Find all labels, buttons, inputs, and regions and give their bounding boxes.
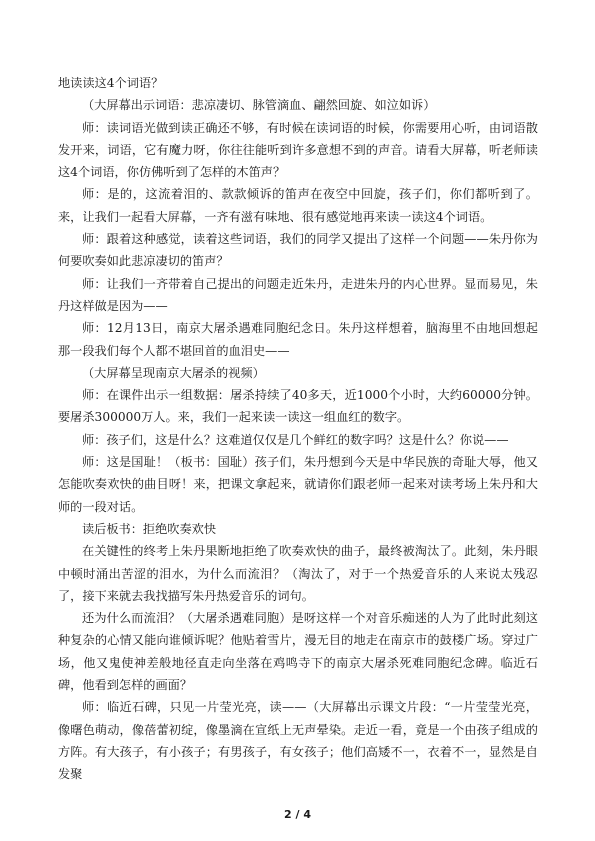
paragraph: 师：是的，这流着泪的、款款倾诉的笛声在夜空中回旋，孩子们，你们都听到了。来，让我们一起看大屏幕，一齐有滋有味地、很有感觉地再来读一读这4个词语。	[58, 187, 538, 224]
page-number: 2 / 4	[284, 808, 311, 821]
paragraph: 师：12月13日，南京大屠杀遇难同胞纪念日。朱丹这样想着，脑海里不由地回想起那一段我们每个人都不堪回首的血泪史——	[58, 321, 538, 358]
paragraph: 地读读这4个词语？	[58, 76, 164, 90]
paragraph: 师：让我们一齐带着自己提出的问题走近朱丹，走进朱丹的内心世界。显而易见，朱丹这样做是因为——	[58, 276, 538, 313]
paragraph: 师：孩子们，这是什么？这难道仅仅是几个鲜红的数字吗？这是什么？你说——	[82, 432, 509, 447]
paragraph: 师：临近石碑，只见一片莹光亮，读——（大屏幕出示课文片段：“一片莹莹光亮，像曙色萌动，像蓓蕾初绽，像墨滴在宣纸上无声晕染。走近一看，竟是一个由孩子组成的方阵。有大孩子，有小孩子；有男孩子，有女孩子；他们高矮不一，衣着不一，显然是自发聚	[58, 700, 538, 782]
paragraph: 在关键性的终考上朱丹果断地拒绝了吹奏欢快的曲子，最终被淘汰了。此刻，朱丹眼中顿时涌出苦涩的泪水，为什么而流泪？（淘汰了，对于一个热爱音乐的人来说太残忍了，接下来就去我找描写朱丹热爱音乐的词句。	[58, 544, 538, 603]
paragraph: 师：这是国耻！（板书：国耻）孩子们，朱丹想到今天是中华民族的奇耻大辱，他又怎能吹奏欢快的曲目呀！来，把课文拿起来，就请你们跟老师一起来对读考场上朱丹和大师的一段对话。	[58, 455, 538, 514]
paragraph: 师：在课件出示一组数据：屠杀持续了40多天，近1000个小时，大约60000分钟。要屠杀300000万人。来，我们一起来读一读这一组血红的数字。	[58, 388, 538, 425]
paragraph: 读后板书：拒绝吹奏欢快	[82, 521, 217, 536]
paragraph: 师：读词语光做到读正确还不够，有时候在读词语的时候，你需要用心听，由词语散发开来，词语，它有魔力呀，你往往能听到许多意想不到的声音。请看大屏幕，听老师读这4个词语，你仿佛听到了怎样的木笛声？	[58, 120, 538, 180]
document-body	[58, 72, 538, 786]
paragraph: 还为什么而流泪？（大屠杀遇难同胞）是呀这样一个对音乐痴迷的人为了此时此刻这种复杂的心情又能向谁倾诉呢？他贴着雪片，漫无目的地走在南京市的鼓楼广场。穿过广场，他又鬼使神差般地径直走向坐落在鸡鸣寺下的南京大屠杀死难同胞纪念碑。临近石碑，他看到怎样的画面？	[58, 611, 538, 693]
paragraph: 师：跟着这种感觉，读着这些词语，我们的同学又提出了这样一个问题——朱丹你为何要吹奏如此悲凉凄切的笛声？	[58, 232, 538, 269]
paragraph: （大屏幕出示词语：悲凉凄切、脉管滴血、翩然回旋、如泣如诉）	[82, 98, 436, 113]
paragraph: （大屏幕呈现南京大屠杀的视频）	[82, 365, 265, 380]
